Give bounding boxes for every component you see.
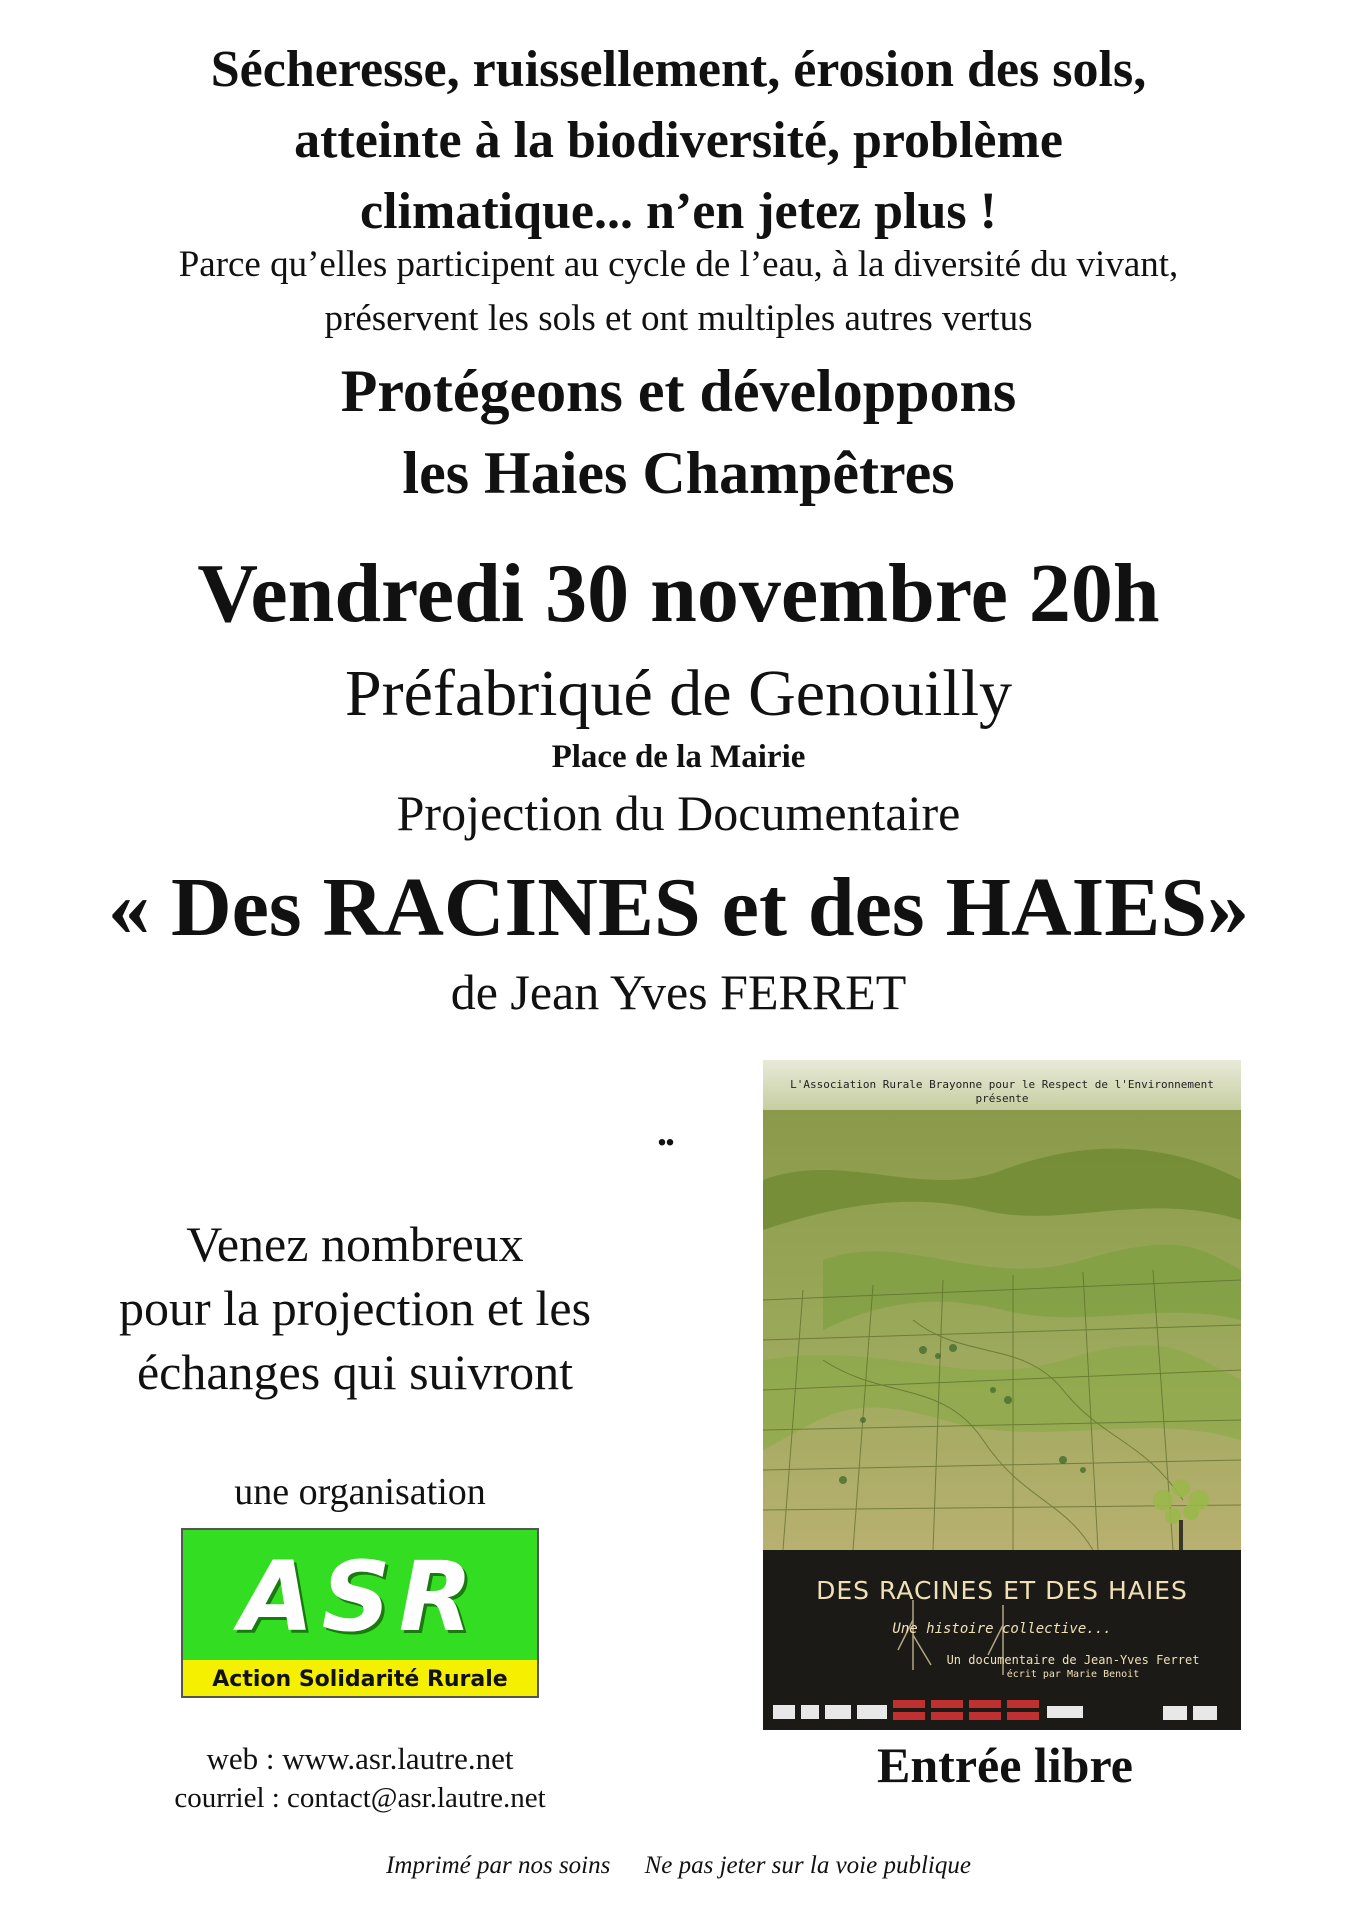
asr-logo	[181, 1528, 539, 1698]
film-poster	[763, 1060, 1241, 1730]
slogan-line-2: les Haies Champêtres	[402, 440, 955, 506]
event-date: Vendredi 30 novembre 20h	[197, 547, 1160, 640]
website-link[interactable]: web : www.asr.lautre.net	[206, 1741, 514, 1776]
intro-text	[0, 238, 1357, 346]
event-address: Place de la Mairie	[551, 739, 806, 775]
intro-line-1: Parce qu’elles participent au cycle de l’eau, à la diversité du vivant,	[178, 244, 1179, 285]
poster-credit: Un documentaire de Jean-Yves Ferret	[946, 1653, 1200, 1667]
organisation-label: une organisation	[234, 1471, 486, 1513]
film-title: « Des RACINES et des HAIES»	[107, 861, 1250, 954]
slogan	[0, 350, 1357, 514]
headline-line-2: atteinte à la biodiversité, problème	[294, 112, 1063, 169]
headline	[0, 34, 1357, 247]
footer-printed: Imprimé par nos soins	[386, 1852, 611, 1879]
invite-line-3: échanges qui suivront	[136, 1344, 573, 1400]
entry-free-label: Entrée libre	[877, 1737, 1133, 1793]
footer-notice	[0, 1850, 1357, 1882]
poster-title: DES RACINES ET DES HAIES	[816, 1576, 1188, 1605]
poster-presents-line: L'Association Rurale Brayonne pour le Respect de l'Environnement présente	[790, 1078, 1214, 1105]
poster-writer: écrit par Marie Benoit	[1006, 1669, 1140, 1680]
headline-line-3: climatique... n’en jetez plus !	[360, 183, 997, 240]
invite-line-2: pour la projection et les	[118, 1280, 592, 1336]
invitation-text	[40, 1212, 670, 1404]
email-link[interactable]: courriel : contact@asr.lautre.net	[174, 1782, 546, 1814]
film-director: de Jean Yves FERRET	[450, 964, 907, 1020]
headline-line-1: Sécheresse, ruissellement, érosion des sols,	[210, 41, 1147, 98]
intro-line-2: préservent les sols et ont multiples autres vertus	[324, 298, 1033, 339]
logo-tagline: Action Solidarité Rurale	[212, 1667, 508, 1692]
dots-separator: ..	[657, 1109, 673, 1154]
invite-line-1: Venez nombreux	[186, 1216, 524, 1272]
projection-label: Projection du Documentaire	[396, 785, 961, 841]
logo-letters: ASR	[239, 1541, 481, 1653]
slogan-line-1: Protégeons et développons	[340, 358, 1017, 424]
poster-subtitle: Une histoire collective...	[892, 1621, 1112, 1637]
event-venue: Préfabriqué de Genouilly	[344, 657, 1013, 730]
footer-do-not-litter: Ne pas jeter sur la voie publique	[644, 1852, 971, 1879]
